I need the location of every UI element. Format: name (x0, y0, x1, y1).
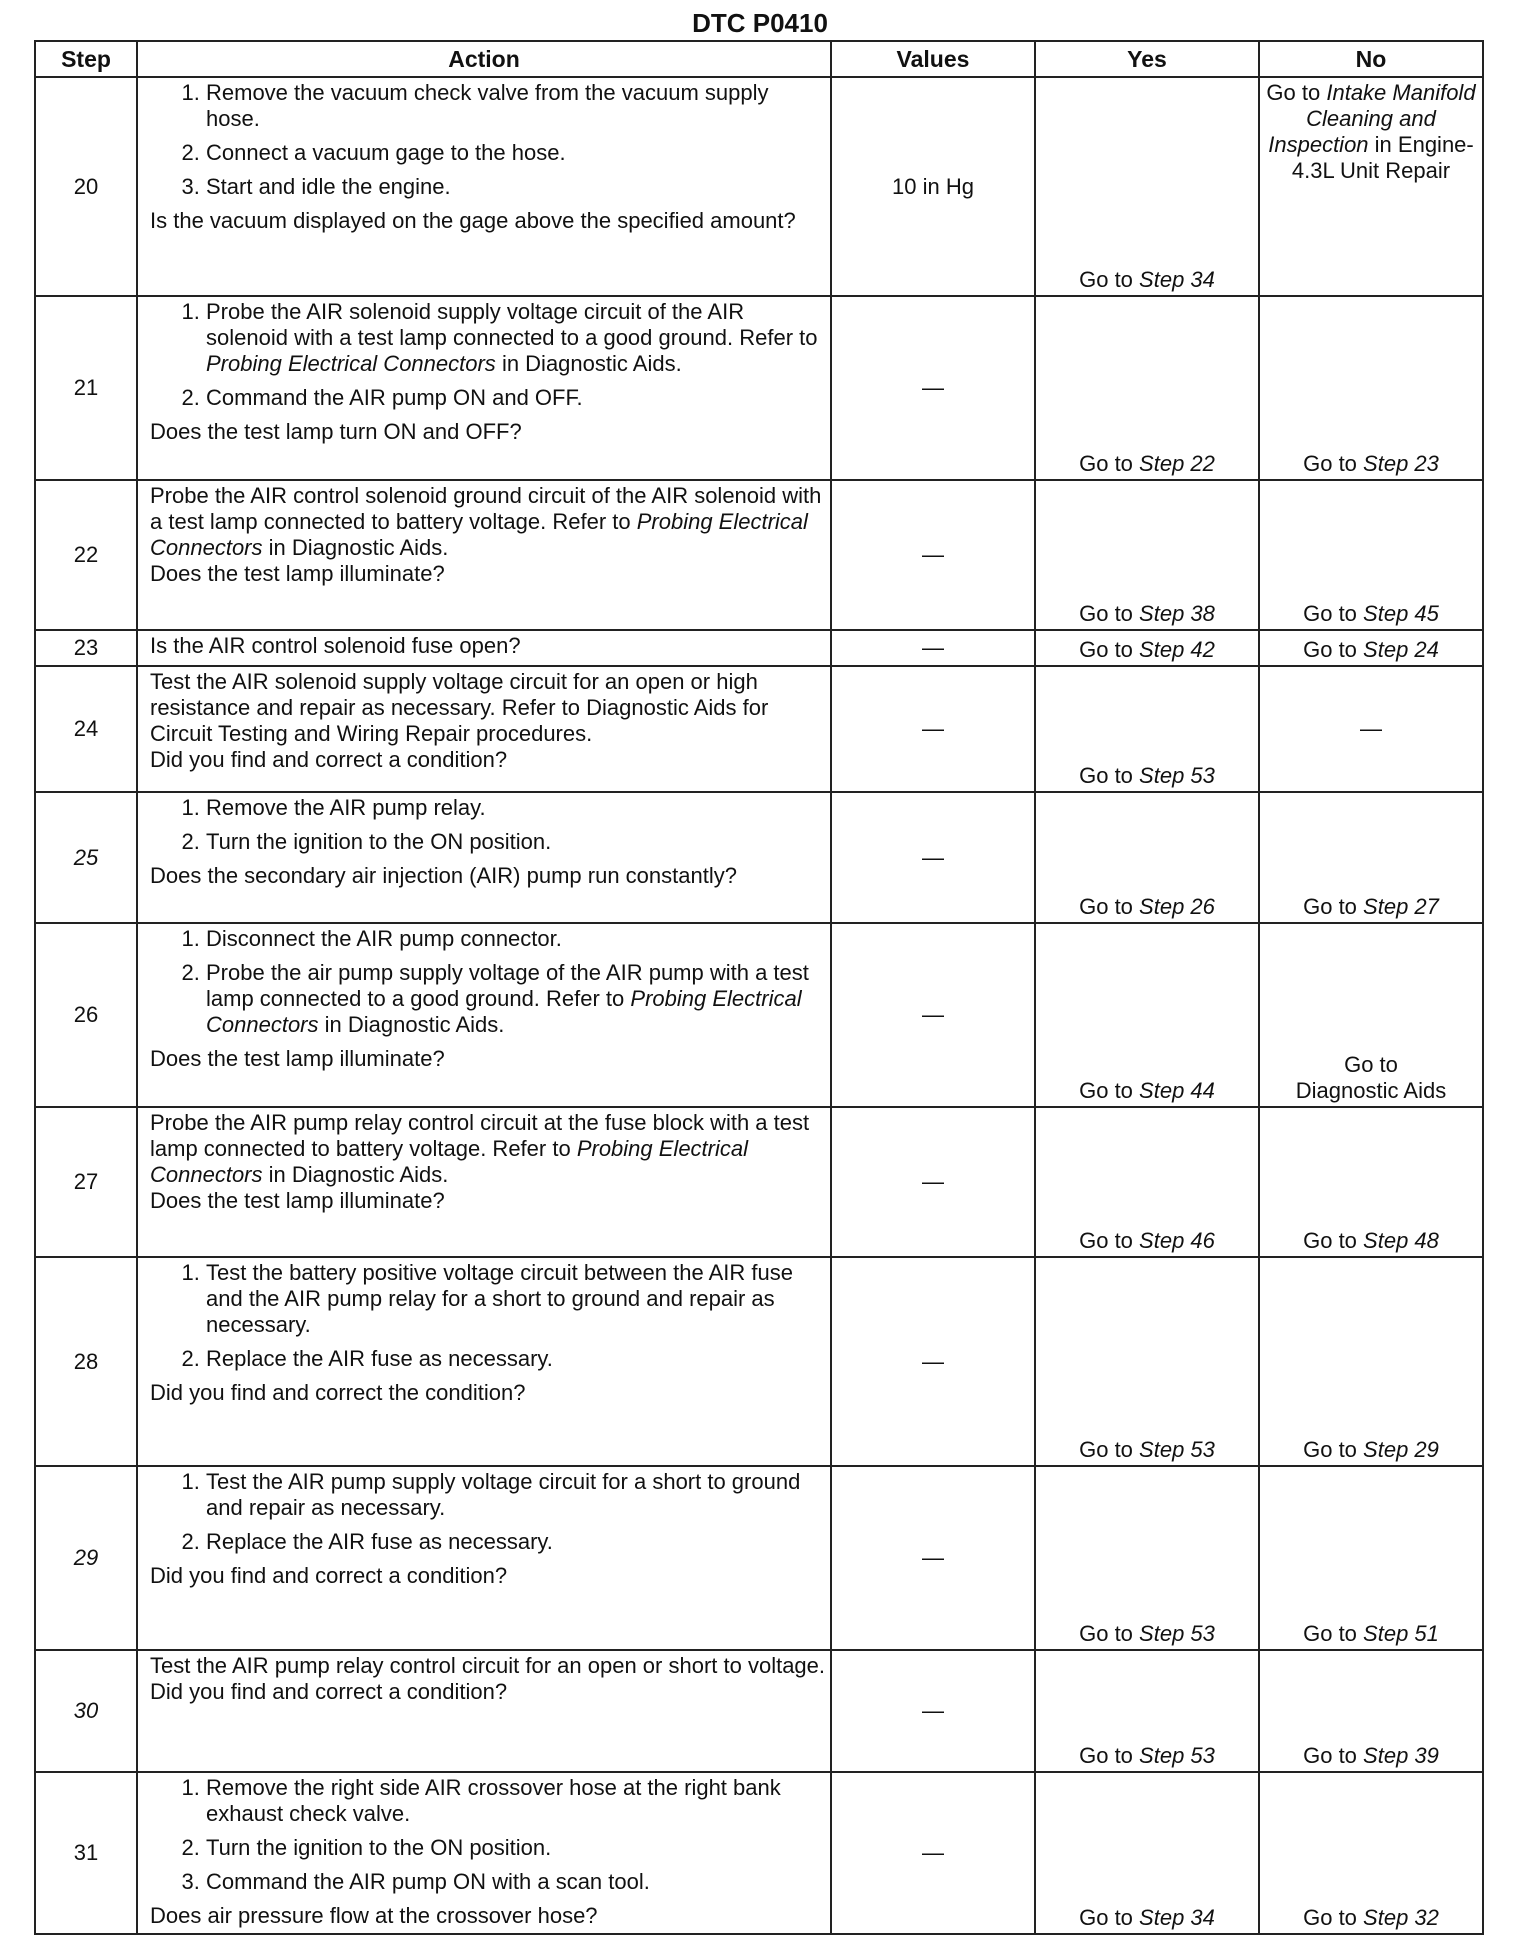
goto-prefix: Go to (1079, 267, 1133, 292)
step-number: 26 (35, 923, 137, 1107)
header-yes: Yes (1035, 41, 1259, 77)
action-step: 1. Remove the AIR pump relay. (206, 795, 826, 821)
goto-step-link[interactable]: Step 45 (1363, 601, 1439, 626)
goto-step-link[interactable]: Step 53 (1139, 763, 1215, 788)
action-cell (137, 1466, 831, 1650)
action-step: 1. Disconnect the AIR pump connector. (206, 926, 826, 952)
step-number: 27 (35, 1107, 137, 1257)
value-cell: — (831, 480, 1035, 630)
step-number: 29 (35, 1466, 137, 1650)
header-no: No (1259, 41, 1483, 77)
action-step: 1. Probe the AIR solenoid supply voltage circuit of the AIR solenoid with a test lamp connected to a good ground. Refer to Probing Electrical Connectors in Diagnostic Aids. (206, 299, 826, 377)
goto-step-link[interactable]: Step 24 (1363, 637, 1439, 662)
goto-step-link[interactable]: Step 44 (1139, 1078, 1215, 1103)
goto-step-link[interactable]: Step 42 (1139, 637, 1215, 662)
table-row (35, 666, 1483, 792)
no-cell: Go to Step 48 (1259, 1107, 1483, 1257)
action-step: 1. Remove the right side AIR crossover hose at the right bank exhaust check valve. (206, 1775, 826, 1827)
goto-step-link[interactable]: Step 27 (1363, 894, 1439, 919)
goto-step-link[interactable]: Step 26 (1139, 894, 1215, 919)
action-step: 2. Replace the AIR fuse as necessary. (206, 1346, 826, 1372)
yes-cell: Go to Step 44 (1035, 923, 1259, 1107)
yes-cell: Go to Step 42 (1035, 630, 1259, 666)
action-step: 2. Turn the ignition to the ON position. (206, 829, 826, 855)
header-row (35, 41, 1483, 77)
yes-cell: Go to Step 46 (1035, 1107, 1259, 1257)
yes-cell: Go to Step 53 (1035, 1257, 1259, 1466)
action-question: Is the vacuum displayed on the gage above the specified amount? (150, 208, 796, 233)
goto-step-link[interactable]: Step 39 (1363, 1743, 1439, 1768)
action-text: Test the AIR pump relay control circuit for an open or short to voltage. (150, 1653, 826, 1678)
action-question: Is the AIR control solenoid fuse open? (150, 633, 521, 658)
page-title: DTC P0410 (692, 8, 828, 38)
procedure-link[interactable]: Probing Electrical Connectors (150, 1136, 748, 1187)
action-text: Test the AIR solenoid supply voltage circuit for an open or high resistance and repair as necessary. Refer to Diagnostic Aids for Circuit Testing and Wiring Repair procedures. (150, 669, 769, 746)
action-cell (137, 792, 831, 923)
yes-cell: Go to Step 26 (1035, 792, 1259, 923)
value-cell: — (831, 630, 1035, 666)
action-step: 2. Turn the ignition to the ON position. (206, 1835, 826, 1861)
value-cell: 10 in Hg (831, 77, 1035, 296)
action-question: Did you find and correct a condition? (150, 747, 508, 772)
action-step: 3. Start and idle the engine. (206, 174, 826, 200)
goto-step-link[interactable]: Step 53 (1139, 1621, 1215, 1646)
no-cell: Go to Step 45 (1259, 480, 1483, 630)
goto-suffix: in Engine-4.3L Unit Repair (1291, 132, 1474, 183)
action-question: Did you find and correct a condition? (150, 1679, 508, 1704)
action-cell (137, 630, 831, 666)
action-cell (137, 666, 831, 792)
no-cell: Go to Step 24 (1259, 630, 1483, 666)
step-number: 28 (35, 1257, 137, 1466)
no-cell: Go to Diagnostic Aids (1259, 923, 1483, 1107)
goto-step-link[interactable]: Step 34 (1139, 1905, 1215, 1930)
action-step: 2. Connect a vacuum gage to the hose. (206, 140, 826, 166)
yes-cell: Go to Step 38 (1035, 480, 1259, 630)
action-step: 2. Probe the air pump supply voltage of the AIR pump with a test lamp connected to a good ground. Refer to Probing Electrical Connectors in Diagnostic Aids. (206, 960, 826, 1038)
header-values: Values (831, 41, 1035, 77)
table-row (35, 1257, 1483, 1466)
procedure-link[interactable]: Probing Electrical Connectors (206, 351, 496, 376)
no-cell: Go to Step 32 (1259, 1772, 1483, 1934)
table-row (35, 480, 1483, 630)
goto-step-link[interactable]: Step 53 (1139, 1437, 1215, 1462)
goto-step-link[interactable]: Step 22 (1139, 451, 1215, 476)
no-cell (1259, 77, 1483, 296)
yes-cell: Go to Step 53 (1035, 1466, 1259, 1650)
yes-cell: Go to Step 53 (1035, 1650, 1259, 1772)
table-row (35, 792, 1483, 923)
action-question: Did you find and correct the condition? (150, 1380, 526, 1405)
value-cell: — (831, 792, 1035, 923)
no-cell: — (1259, 666, 1483, 792)
table-row (35, 1466, 1483, 1650)
no-cell: Go to Step 39 (1259, 1650, 1483, 1772)
table-row (35, 1650, 1483, 1772)
goto-procedure-link[interactable]: Intake Manifold Cleaning and Inspection (1268, 80, 1476, 157)
goto-step-link[interactable]: Step 32 (1363, 1905, 1439, 1930)
table-row (35, 77, 1483, 296)
action-cell (137, 1257, 831, 1466)
action-step: 2. Command the AIR pump ON and OFF. (206, 385, 826, 411)
action-cell (137, 480, 831, 630)
goto-step-link[interactable]: Step 46 (1139, 1228, 1215, 1253)
action-step: 1. Remove the vacuum check valve from the vacuum supply hose. (206, 80, 826, 132)
goto-step-link[interactable]: Step 53 (1139, 1743, 1215, 1768)
action-cell (137, 77, 831, 296)
goto-step-link[interactable]: Step 29 (1363, 1437, 1439, 1462)
action-text: Probe the AIR control solenoid ground circuit of the AIR solenoid with a test lamp connected to battery voltage. Refer to Probing Electrical Connectors in Diagnostic Aids. (150, 483, 822, 560)
step-number: 23 (35, 630, 137, 666)
header-step: Step (35, 41, 137, 77)
value-cell: — (831, 1466, 1035, 1650)
diagnostic-table (34, 40, 1484, 1935)
procedure-link[interactable]: Probing Electrical Connectors (206, 986, 802, 1037)
action-text: Probe the AIR pump relay control circuit at the fuse block with a test lamp connected to battery voltage. Refer to Probing Electrical Connectors in Diagnostic Aids. (150, 1110, 810, 1187)
value-cell: — (831, 296, 1035, 480)
step-number: 20 (35, 77, 137, 296)
yes-cell: Go to Step 53 (1035, 666, 1259, 792)
action-question: Does air pressure flow at the crossover hose? (150, 1903, 598, 1928)
goto-step-link[interactable]: Step 48 (1363, 1228, 1439, 1253)
no-cell: Go to Step 23 (1259, 296, 1483, 480)
no-cell: Go to Step 51 (1259, 1466, 1483, 1650)
goto-prefix: Go to (1266, 80, 1321, 105)
value-cell: — (831, 1257, 1035, 1466)
yes-cell: Go to Step 34 (1035, 1772, 1259, 1934)
value-cell: — (831, 1772, 1035, 1934)
goto-step-link[interactable]: Step 23 (1363, 451, 1439, 476)
action-step: 1. Test the AIR pump supply voltage circuit for a short to ground and repair as necessary. (206, 1469, 826, 1521)
action-question: Does the secondary air injection (AIR) pump run constantly? (150, 863, 737, 888)
header-action: Action (137, 41, 831, 77)
value-cell: — (831, 923, 1035, 1107)
action-step: 3. Command the AIR pump ON with a scan tool. (206, 1869, 826, 1895)
goto-step-link[interactable]: Step 38 (1139, 601, 1215, 626)
action-step: 2. Replace the AIR fuse as necessary. (206, 1529, 826, 1555)
value-cell: — (831, 666, 1035, 792)
table-row (35, 923, 1483, 1107)
action-question: Does the test lamp turn ON and OFF? (150, 419, 522, 444)
action-cell (137, 1772, 831, 1934)
yes-cell (1035, 77, 1259, 296)
step-number: 30 (35, 1650, 137, 1772)
action-question: Did you find and correct a condition? (150, 1563, 508, 1588)
action-cell (137, 1107, 831, 1257)
action-cell (137, 923, 831, 1107)
table-row (35, 630, 1483, 666)
value-cell: — (831, 1107, 1035, 1257)
action-cell (137, 296, 831, 480)
goto-procedure-link[interactable]: Diagnostic Aids (1295, 1078, 1447, 1103)
action-question: Does the test lamp illuminate? (150, 1188, 445, 1213)
table-row (35, 296, 1483, 480)
step-number: 21 (35, 296, 137, 480)
value-cell: — (831, 1650, 1035, 1772)
goto-step-link[interactable]: Step 34 (1139, 267, 1215, 292)
table-row (35, 1107, 1483, 1257)
step-number: 24 (35, 666, 137, 792)
action-question: Does the test lamp illuminate? (150, 1046, 445, 1071)
step-number: 31 (35, 1772, 137, 1934)
goto-step-link[interactable]: Step 51 (1363, 1621, 1439, 1646)
action-question: Does the test lamp illuminate? (150, 561, 445, 586)
action-cell (137, 1650, 831, 1772)
action-step: 1. Test the battery positive voltage circuit between the AIR fuse and the AIR pump relay for a short to ground and repair as necessary. (206, 1260, 826, 1338)
step-number: 25 (35, 792, 137, 923)
no-cell: Go to Step 27 (1259, 792, 1483, 923)
step-number: 22 (35, 480, 137, 630)
yes-cell: Go to Step 22 (1035, 296, 1259, 480)
procedure-link[interactable]: Probing Electrical Connectors (150, 509, 808, 560)
no-cell: Go to Step 29 (1259, 1257, 1483, 1466)
table-row (35, 1772, 1483, 1934)
